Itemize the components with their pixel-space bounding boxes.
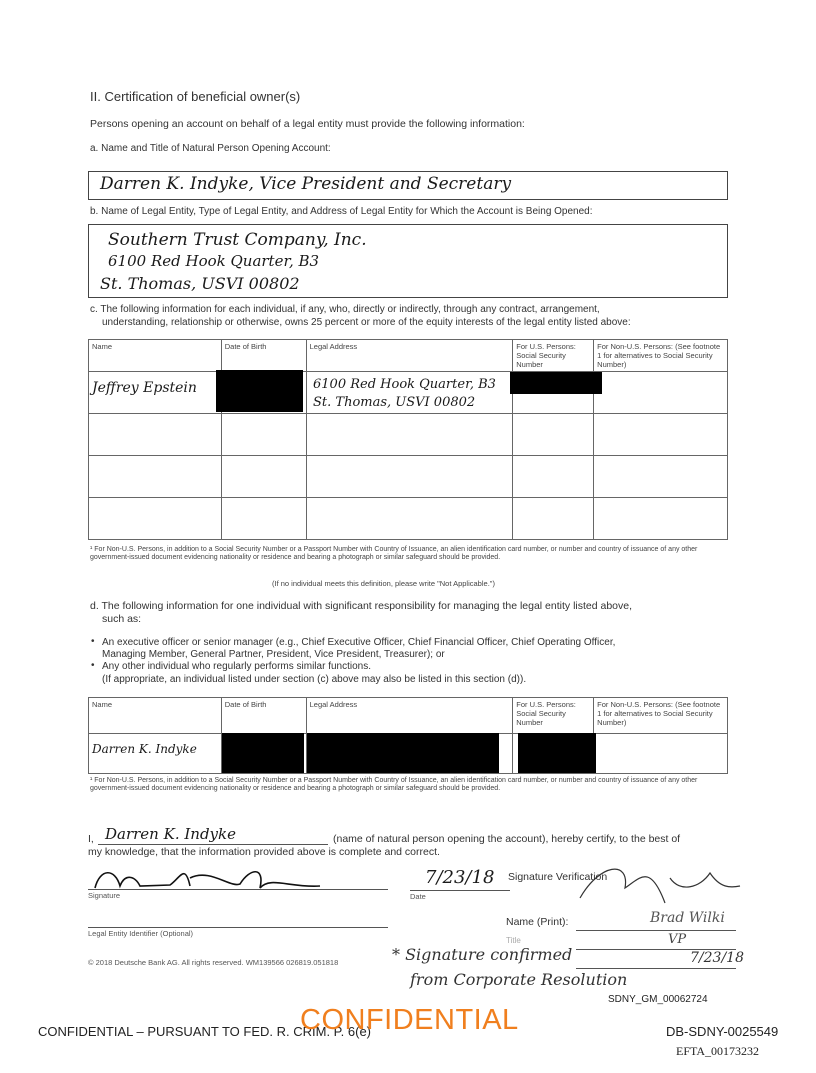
signature-line [88,888,388,890]
header-us: For U.S. Persons: Social Security Number [513,698,594,734]
table-row [89,498,728,540]
certify-name-line [98,843,328,845]
item-d-bullet1-1: An executive officer or senior manager (e.g., Chief Executive Officer, Chief Financial Officer, Chief Operating Officer, [102,637,616,648]
item-d-bullet2-note: (If appropriate, an individual listed under section (c) above may also be listed in this section (d)). [102,674,527,685]
footnote-2: ¹ For Non-U.S. Persons, in addition to a Social Security Number or a Passport Number with Country of Issuance, an alien identification card number, or number and country of issuance of any other government-issued document evidencing nationality or residence and bearing a photograph or similar safeguard should be provided. [90,777,698,792]
table-row [89,414,728,456]
lei-line [88,926,388,928]
owner-name[interactable]: Jeffrey Epstein [92,380,197,396]
redaction-dob-2 [222,733,304,773]
header-address: Legal Address [306,340,513,372]
efta-code: EFTA_00173232 [676,1044,760,1058]
item-c-label-2: understanding, relationship or otherwise, owns 25 percent or more of the equity interests of the legal entity listed above: [102,317,631,328]
footer-right: DB-SDNY-0025549 [666,1024,779,1039]
item-b-label: b. Name of Legal Entity, Type of Legal Entity, and Address of Legal Entity for Which the Account is Being Opened: [90,206,593,217]
item-b-line2[interactable]: 6100 Red Hook Quarter, B3 [108,252,320,270]
table-row [89,456,728,498]
verification-label: Signature Verification [508,871,608,883]
header-nonus: For Non-U.S. Persons: (See footnote 1 for alternatives to Social Security Number) [594,340,728,372]
certify-prefix: I, [88,833,94,845]
owner-address-2[interactable]: St. Thomas, USVI 00802 [313,395,476,410]
confidential-stamp: CONFIDENTIAL [300,1004,519,1036]
owner-address-1[interactable]: 6100 Red Hook Quarter, B3 [313,377,496,392]
title-label: Title [506,936,521,945]
copyright: © 2018 Deutsche Bank AG. All rights reserved. WM139566 026819.051818 [88,958,339,967]
verification-signature-drawing [570,858,750,908]
ref-code: SDNY_GM_00062724 [608,994,708,1005]
item-d-label-1: d. The following information for one individual with significant responsibility for managing the legal entity listed above, [90,600,633,612]
name-print-value[interactable]: Brad Wilki [650,910,725,926]
owners-table-header [89,340,728,372]
verification-date-line [576,967,736,969]
owners-table [88,339,728,540]
header-name: Name [89,698,222,734]
manager-table-header [89,698,728,734]
header-name: Name [89,340,222,372]
redaction-address-2 [307,733,499,773]
certify-text-2: my knowledge, that the information provided above is complete and correct. [88,846,440,858]
item-a-value[interactable]: Darren K. Indyke, Vice President and Secretary [100,174,512,194]
title-value[interactable]: VP [668,932,687,947]
item-a-label: a. Name and Title of Natural Person Opening Account: [90,143,331,154]
date-line [410,889,510,891]
intro-text: Persons opening an account on behalf of a legal entity must provide the following information: [90,118,525,130]
bullet-icon: • [91,660,95,671]
annotation-line-2[interactable]: from Corporate Resolution [410,970,628,989]
header-dob: Date of Birth [221,698,306,734]
header-dob: Date of Birth [221,340,306,372]
item-b-line3[interactable]: St. Thomas, USVI 00802 [100,274,300,293]
header-nonus: For Non-U.S. Persons: (See footnote 1 for alternatives to Social Security Number) [594,698,728,734]
header-us: For U.S. Persons: Social Security Number [513,340,594,372]
item-d-bullet2: Any other individual who regularly performs similar functions. [102,661,372,672]
redaction-ssn [510,372,602,394]
signature-label: Signature [88,891,121,900]
name-print-line [576,929,736,931]
item-d-label-2: such as: [102,613,142,625]
not-applicable-note: (If no individual meets this definition, please write "Not Applicable.") [272,579,495,588]
footer-left: CONFIDENTIAL – PURSUANT TO FED. R. CRIM. P. 6(e) [38,1024,372,1039]
certify-name[interactable]: Darren K. Indyke [105,825,236,843]
section-title: II. Certification of beneficial owner(s) [90,89,301,104]
annotation-line-1[interactable]: * Signature confirmed [392,945,573,964]
item-d-bullet1-2: Managing Member, General Partner, President, Vice President, Treasurer); or [102,649,445,660]
redaction-dob [216,370,303,412]
item-c-label-1: c. The following information for each individual, if any, who, directly or indirectly, through any contract, arrangement, [90,304,600,315]
signature-drawing [90,858,330,898]
lei-label: Legal Entity Identifier (Optional) [88,929,194,938]
certify-text-1: (name of natural person opening the account), hereby certify, to the best of [333,833,681,845]
header-address: Legal Address [306,698,513,734]
verification-date[interactable]: 7/23/18 [690,950,744,966]
date-value[interactable]: 7/23/18 [425,867,495,888]
redaction-ssn-2 [518,733,596,773]
bullet-icon: • [91,636,95,647]
footnote: ¹ For Non-U.S. Persons, in addition to a Social Security Number or a Passport Number with Country of Issuance, an alien identification card number, or number and country of issuance of any other government-issued document evidencing nationality or residence and bearing a photograph or similar safeguard should be provided. [90,546,698,561]
manager-name[interactable]: Darren K. Indyke [92,742,197,756]
item-b-line1[interactable]: Southern Trust Company, Inc. [108,230,367,250]
date-label: Date [410,892,426,901]
name-print-label: Name (Print): [506,916,569,928]
